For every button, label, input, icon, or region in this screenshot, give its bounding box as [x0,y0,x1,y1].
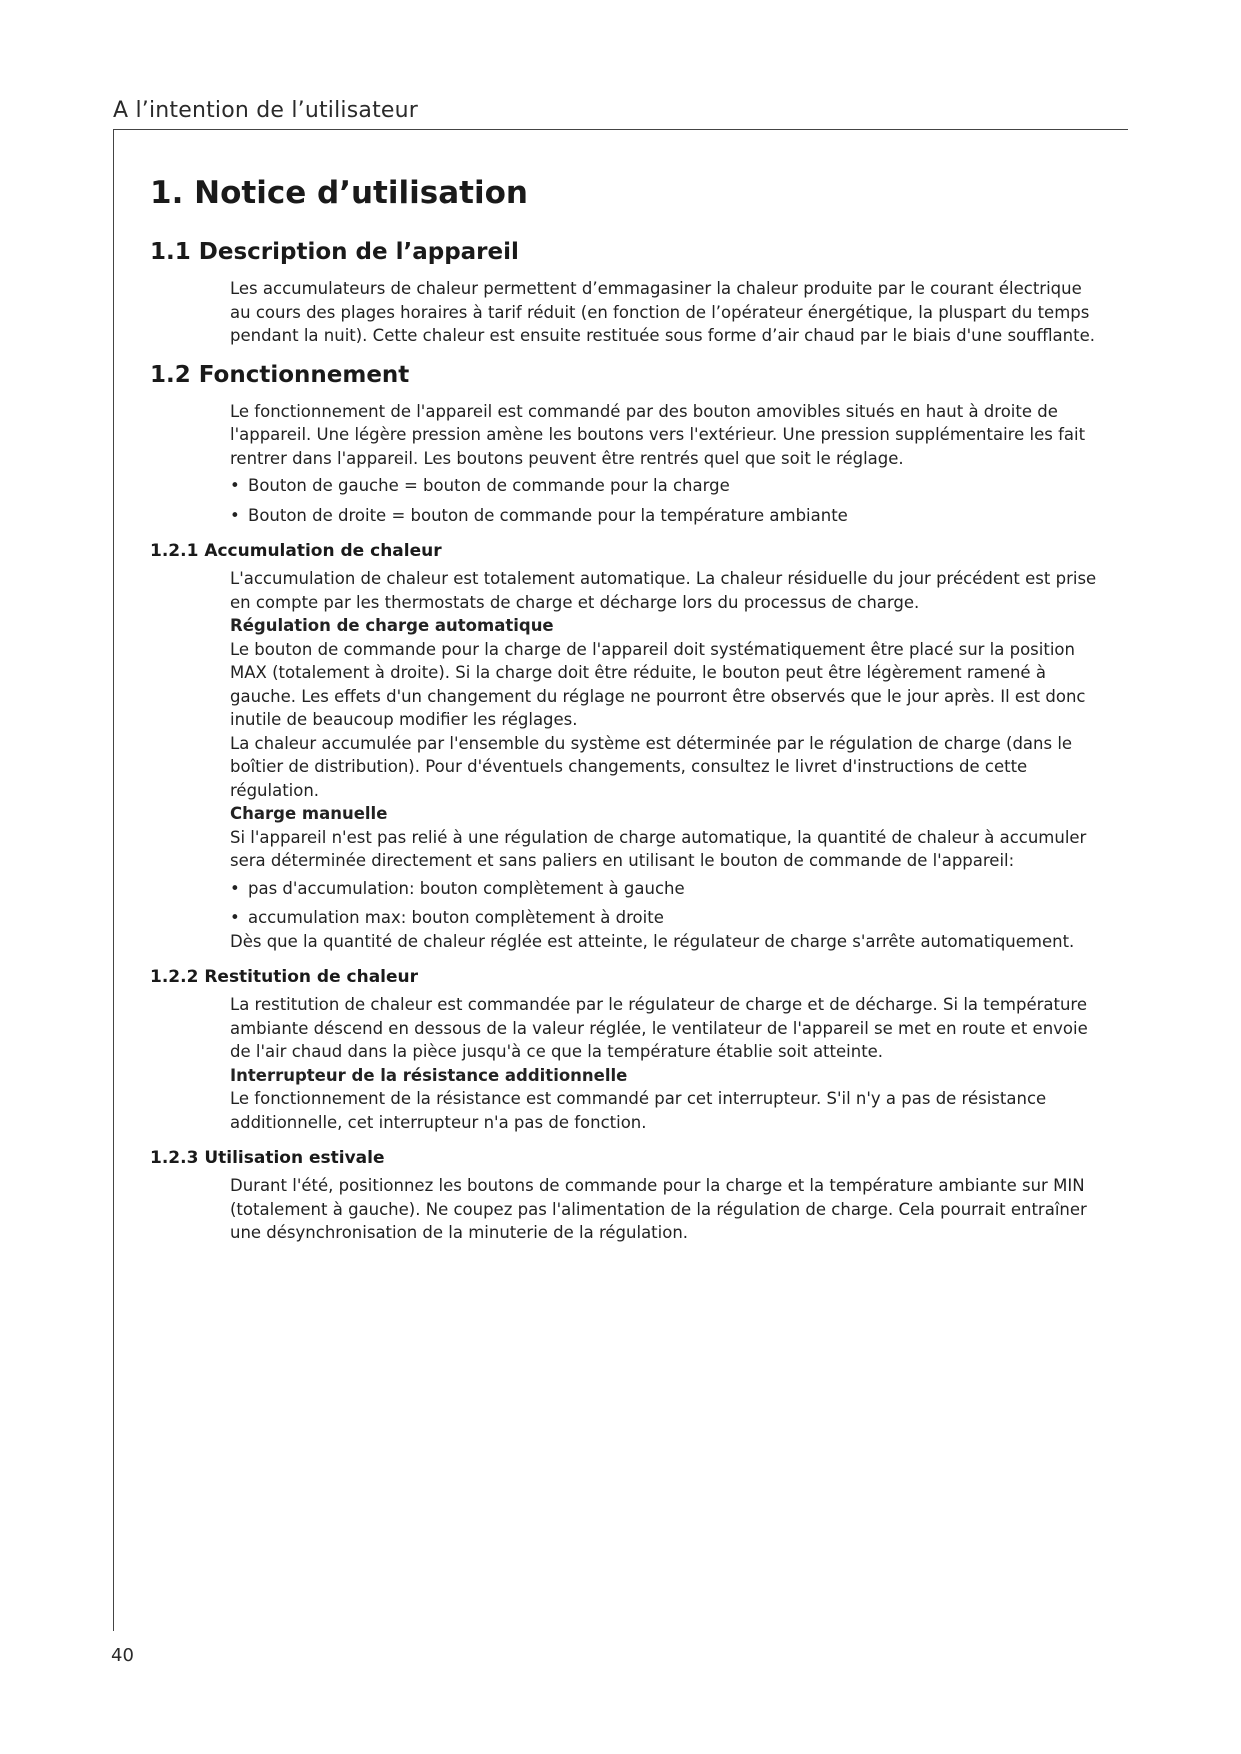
switch-heading: Interrupteur de la résistance additionnelle [230,1065,628,1085]
page-number: 40 [111,1645,134,1666]
page-title: 1. Notice d’utilisation [150,175,528,211]
manual-charge-text: Si l'appareil n'est pas relié à une régulation de charge automatique, la quantité de chaleur à accumuler sera déterminée directement et sans paliers en utilisant le bouton de commande de l'appareil: [230,827,1087,870]
switch-text: Le fonctionnement de la résistance est commandé par cet interrupteur. S'il n'y a pas de résistance additionnelle, cet interrupteur n'a pas de fonction. [230,1089,1047,1132]
document-body [150,175,1100,1259]
section-1-2-list [230,474,1100,527]
section-1-1-text: Les accumulateurs de chaleur permettent d’emmagasiner la chaleur produite par le courant électrique au cours des plages horaires à tarif réduit (en fonction de l’opérateur énergétique, la pluspart du temps pendant la nuit). Cette chaleur est ensuite restituée sous forme d’air chaud par le biais d'une soufflante. [230,279,1095,345]
section-1-1 [150,239,1100,348]
section-1-2-2-text: La restitution de chaleur est commandée par le régulateur de charge et de décharge. Si la température ambiante déscend en dessous de la valeur réglée, le ventilateur de l'appareil se met en route et envoie de l'air chaud dans la pièce jusqu'à ce que la température établie soit atteinte. [230,995,1088,1061]
section-1-2-2 [150,967,1100,1134]
manual-charge-list [230,877,1100,930]
running-header: A l’intention de l’utilisateur [113,98,419,123]
manual-charge-heading: Charge manuelle [230,804,388,823]
header-rule [113,129,1128,130]
list-item: • pas d'accumulation: bouton complètement à gauche [230,878,685,898]
manual-charge-after: Dès que la quantité de chaleur réglée est atteinte, le régulateur de charge s'arrête automatiquement. [230,931,1075,951]
section-1-2-heading: 1.2 Fonctionnement [150,361,410,388]
list-item: • accumulation max: bouton complètement à droite [230,908,664,927]
section-1-2-3-text: Durant l'été, positionnez les boutons de commande pour la charge et la température ambiante sur MIN (totalement à gauche). Ne coupez pas l'alimentation de la régulation de charge. Cela pourrait entraîner une désynchronisation de la minuterie de la régulation. [230,1176,1087,1242]
auto-regulation-text-2: La chaleur accumulée par l'ensemble du système est déterminée par le régulation de charge (dans le boîtier de distribution). Pour d'éventuels changements, consultez le livret d'instructions de cette régulation. [230,733,1073,800]
margin-rule [113,129,114,1631]
auto-regulation-text-1: Le bouton de commande pour la charge de l'appareil doit systématiquement être placé sur la position MAX (totalement à droite). Si la charge doit être réduite, le bouton peut être légèrement ramené à gauche. Les effets d'un changement du réglage ne pourront être observés que le jour après. Il est donc inutile de beaucoup modifier les réglages. [230,639,1086,729]
auto-regulation-heading: Régulation de charge automatique [230,616,554,635]
section-1-2-2-heading: 1.2.2 Restitution de chaleur [150,967,419,987]
section-1-2-1 [150,541,1100,953]
section-1-2-1-text: L'accumulation de chaleur est totalement automatique. La chaleur résiduelle du jour précédent est prise en compte par les thermostats de charge et décharge lors du processus de charge. [230,569,1097,612]
list-item: • Bouton de gauche = bouton de commande pour la charge [230,476,730,495]
section-1-2 [150,362,1100,528]
list-item: • Bouton de droite = bouton de commande pour la température ambiante [230,505,848,525]
section-1-2-text: Le fonctionnement de l'appareil est commandé par des bouton amovibles situés en haut à droite de l'appareil. Une légère pression amène les boutons vers l'extérieur. Une pression supplémentaire les fait rentrer dans l'appareil. Les boutons peuvent être rentrés quel que soit le réglage. [230,401,1086,468]
section-1-1-heading: 1.1 Description de l’appareil [150,239,519,265]
section-1-2-3-heading: 1.2.3 Utilisation estivale [150,1148,385,1168]
section-1-2-1-heading: 1.2.1 Accumulation de chaleur [150,541,442,561]
section-1-2-3 [150,1148,1100,1245]
